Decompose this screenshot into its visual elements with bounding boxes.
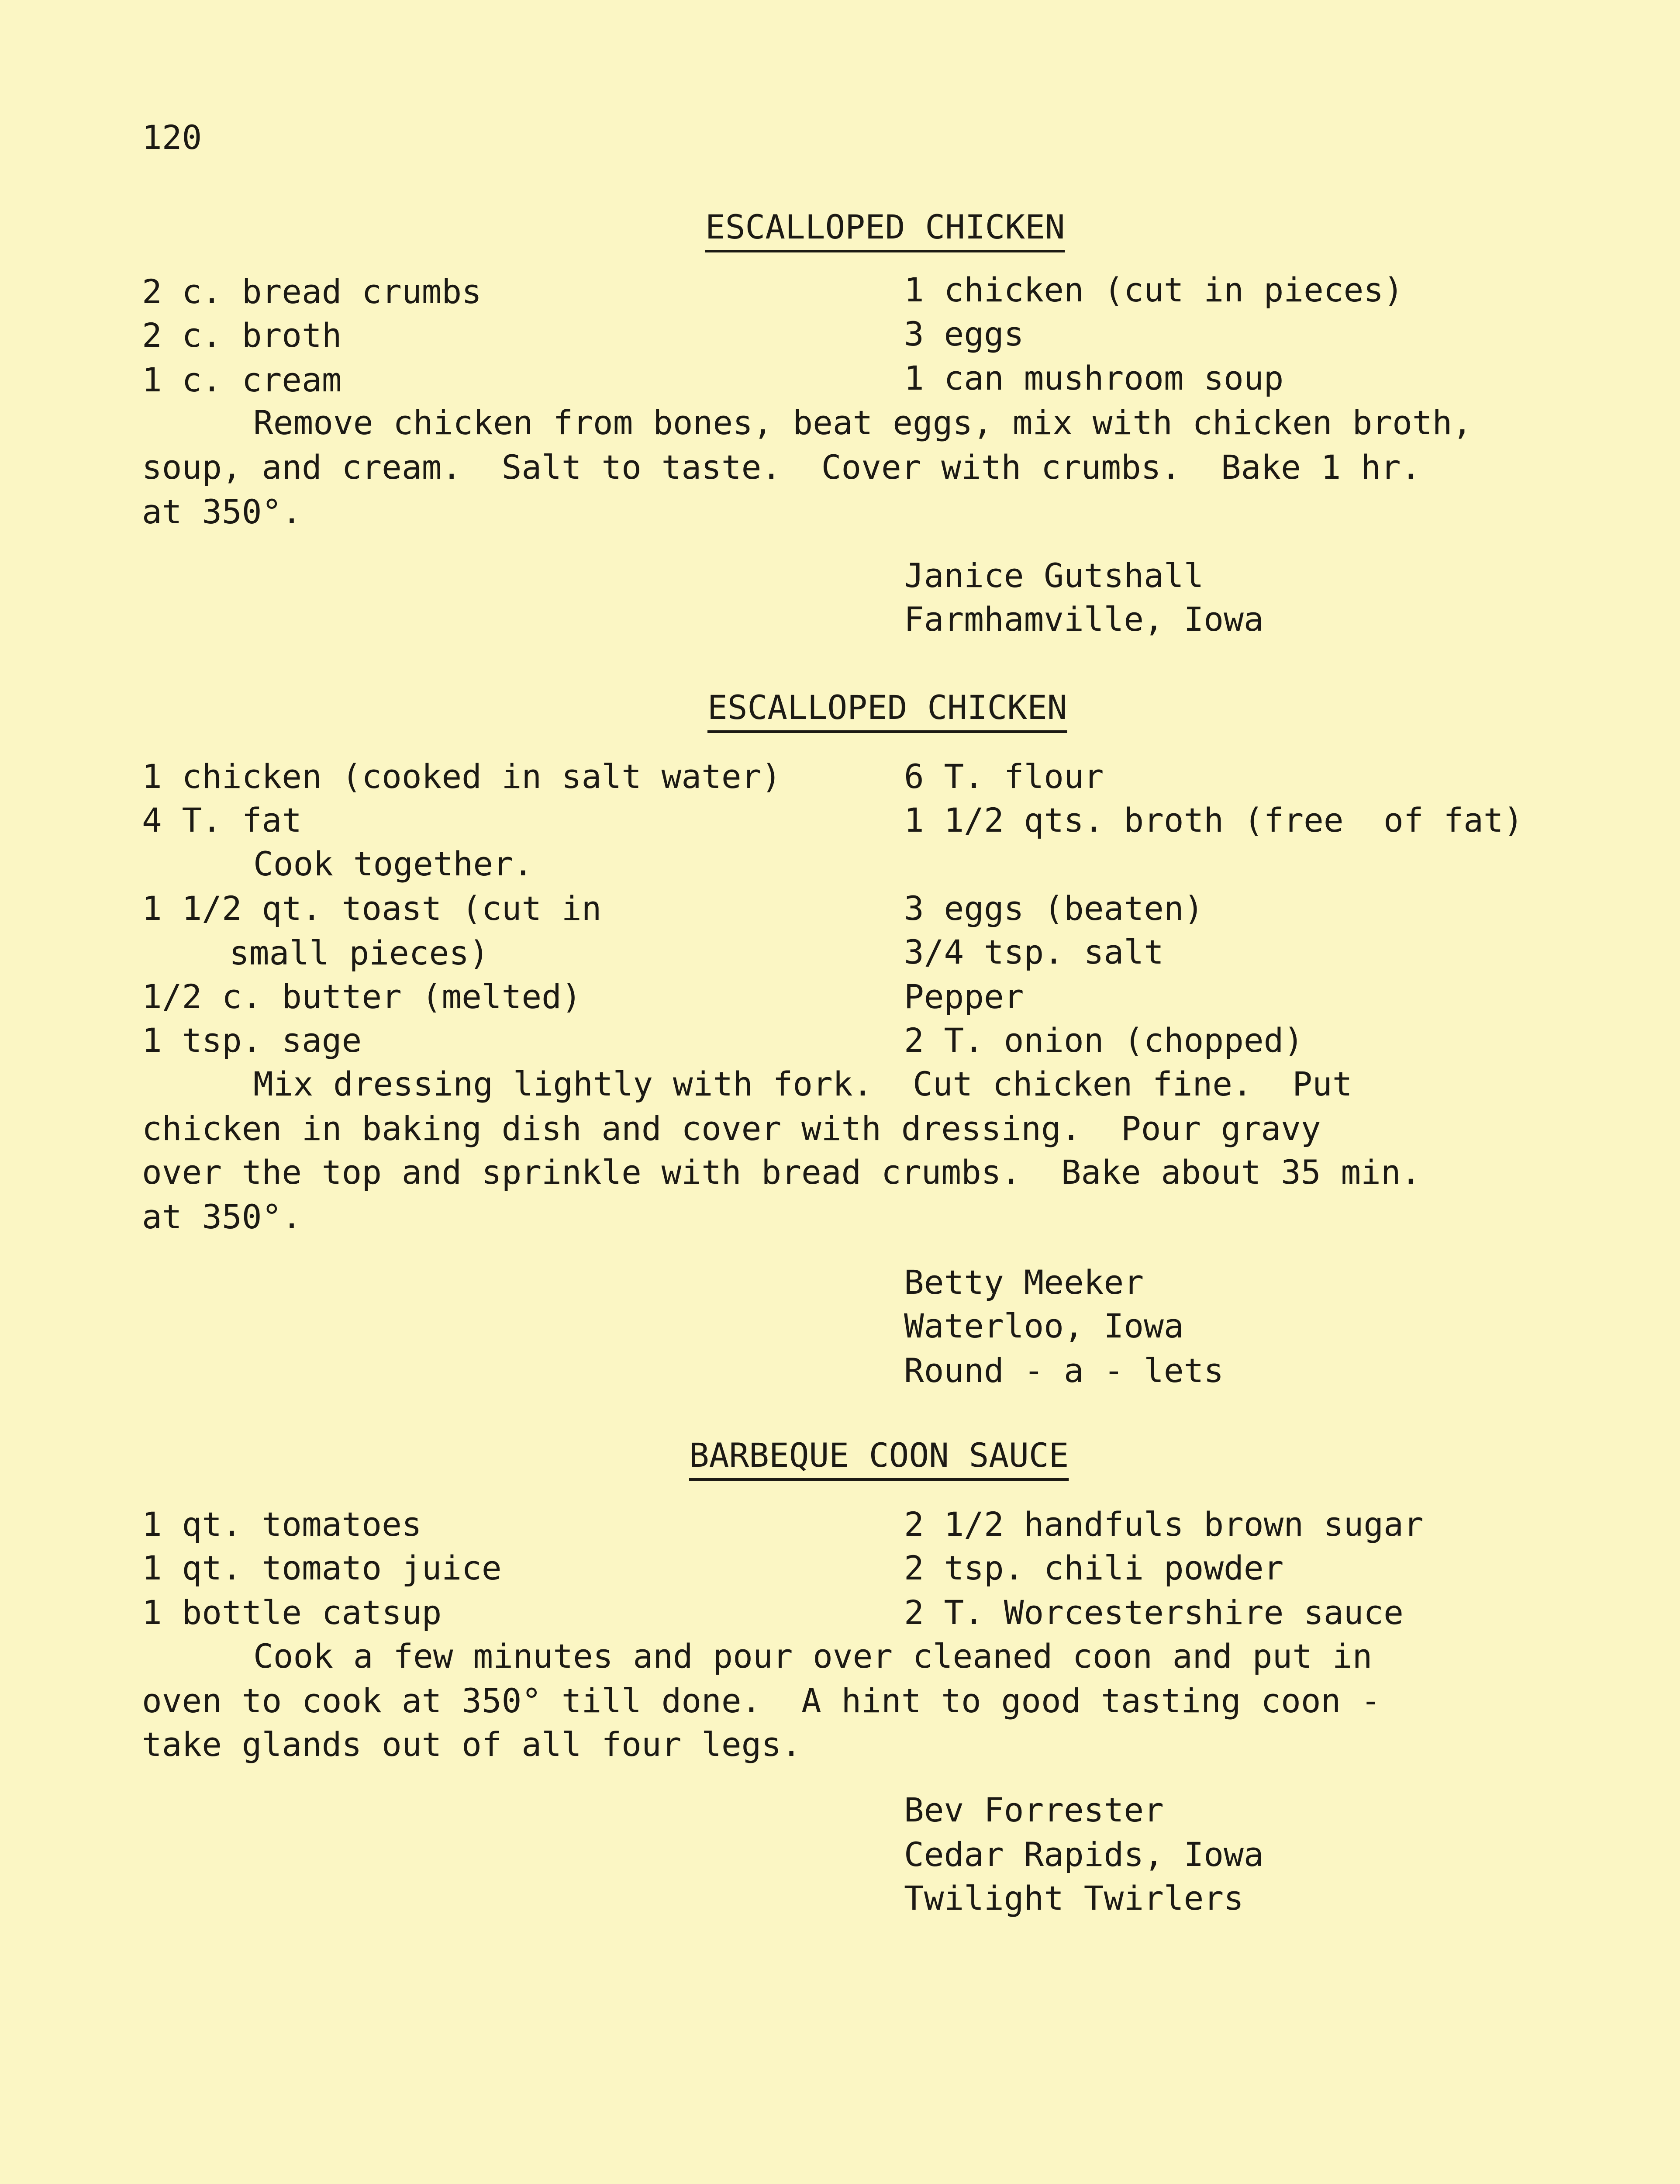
- recipe-2-contributor-town: Waterloo, Iowa: [904, 1306, 1184, 1345]
- recipe-3-title: BARBEQUE COON SAUCE: [689, 1436, 1069, 1475]
- recipe-3-ingredient-right: 2 1/2 handfuls brown sugar: [904, 1505, 1424, 1544]
- recipe-2-ingredient-right: 1 1/2 qts. broth (free of fat): [904, 801, 1524, 840]
- recipe-2-ingredient-left: 4 T. fat: [142, 801, 302, 840]
- recipe-2-ingredient-right: 3 eggs (beaten): [904, 889, 1204, 928]
- recipe-3-ingredient-left: 1 qt. tomatoes: [142, 1505, 422, 1544]
- recipe-1-directions-line: Remove chicken from bones, beat eggs, mix with chicken broth,: [253, 403, 1473, 442]
- recipe-1-ingredient-left: 1 c. cream: [142, 360, 342, 399]
- recipe-1-ingredient-left: 2 c. broth: [142, 316, 342, 355]
- recipe-1-title: ESCALLOPED CHICKEN: [705, 207, 1065, 246]
- recipe-2-ingredient-left: small pieces): [229, 933, 489, 972]
- recipe-2-directions-line: over the top and sprinkle with bread crumbs. Bake about 35 min.: [142, 1153, 1421, 1192]
- recipe-2-ingredient-left: 1 1/2 qt. toast (cut in: [142, 889, 602, 928]
- recipe-3-ingredient-left: 1 bottle catsup: [142, 1593, 442, 1632]
- recipe-3-contributor-club: Twilight Twirlers: [904, 1879, 1244, 1918]
- recipe-2-title: ESCALLOPED CHICKEN: [707, 688, 1067, 727]
- recipe-2-step: Cook together.: [253, 844, 533, 883]
- recipe-1-directions-line: soup, and cream. Salt to taste. Cover with crumbs. Bake 1 hr.: [142, 448, 1421, 487]
- recipe-2-directions-line: Mix dressing lightly with fork. Cut chicken fine. Put: [253, 1064, 1352, 1103]
- recipe-3-ingredient-left: 1 qt. tomato juice: [142, 1548, 502, 1587]
- recipe-1-ingredient-right: 1 can mushroom soup: [904, 359, 1284, 397]
- recipe-2-contributor-name: Betty Meeker: [904, 1263, 1144, 1302]
- recipe-2-directions-line: chicken in baking dish and cover with dressing. Pour gravy: [142, 1109, 1321, 1148]
- recipe-2-directions-line: at 350°.: [142, 1197, 302, 1236]
- recipe-2-ingredient-left: 1 chicken (cooked in salt water): [142, 757, 782, 796]
- recipe-3-directions-line: oven to cook at 350° till done. A hint to good tasting coon -: [142, 1681, 1381, 1720]
- recipe-1-ingredient-left: 2 c. bread crumbs: [142, 272, 482, 311]
- recipe-3-ingredient-right: 2 tsp. chili powder: [904, 1548, 1284, 1587]
- recipe-1-directions-line: at 350°.: [142, 492, 302, 531]
- recipe-1-ingredient-right: 3 eggs: [904, 314, 1024, 353]
- recipe-2-ingredient-left: 1/2 c. butter (melted): [142, 977, 582, 1016]
- recipe-3-directions-line: Cook a few minutes and pour over cleaned coon and put in: [253, 1637, 1373, 1676]
- recipe-1-contributor-town: Farmhamville, Iowa: [904, 600, 1264, 639]
- recipe-2-ingredient-left: 1 tsp. sage: [142, 1021, 362, 1060]
- recipe-1-contributor-name: Janice Gutshall: [904, 556, 1204, 595]
- recipe-3-contributor-town: Cedar Rapids, Iowa: [904, 1835, 1264, 1874]
- recipe-3-directions-line: take glands out of all four legs.: [142, 1725, 801, 1764]
- recipe-2-ingredient-right: Pepper: [904, 977, 1024, 1016]
- recipe-3-contributor-name: Bev Forrester: [904, 1790, 1164, 1829]
- recipe-2-contributor-club: Round - a - lets: [904, 1351, 1224, 1390]
- recipe-2-ingredient-right: 6 T. flour: [904, 757, 1104, 796]
- recipe-2-ingredient-right: 3/4 tsp. salt: [904, 933, 1164, 971]
- recipe-3-ingredient-right: 2 T. Worcestershire sauce: [904, 1593, 1404, 1632]
- page-number: 120: [142, 118, 202, 157]
- recipe-1-ingredient-right: 1 chicken (cut in pieces): [904, 270, 1404, 309]
- recipe-2-ingredient-right: 2 T. onion (chopped): [904, 1021, 1304, 1060]
